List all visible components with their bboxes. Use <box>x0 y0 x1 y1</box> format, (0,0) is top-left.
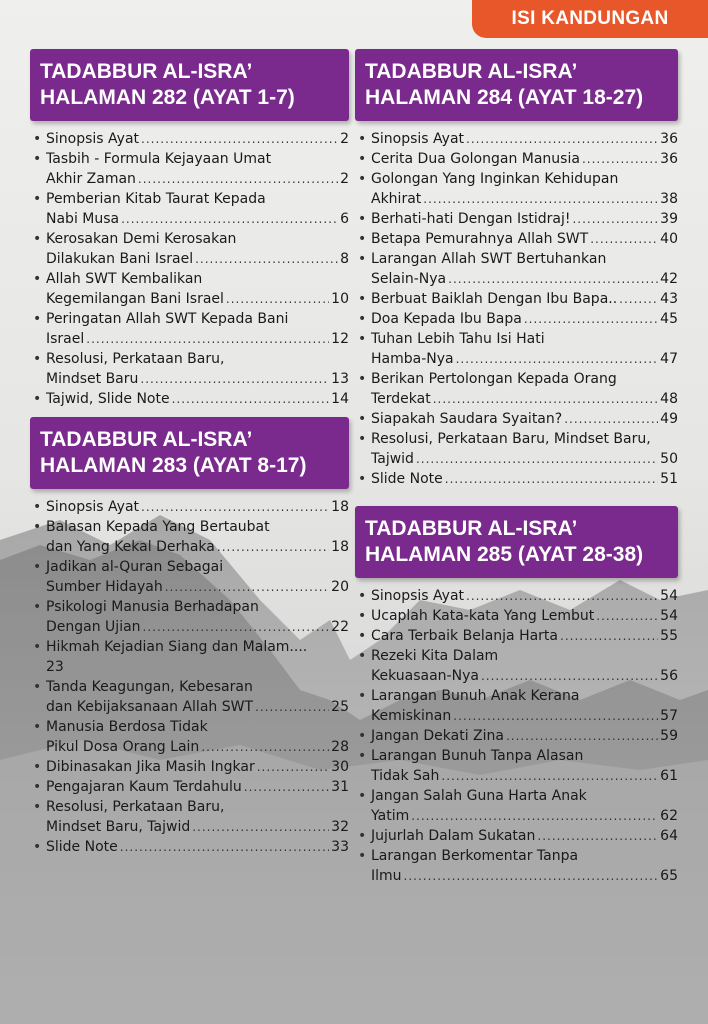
toc-entry <box>30 129 349 149</box>
dot-leader <box>226 289 329 309</box>
dot-leader <box>141 129 338 149</box>
toc-entry-line <box>371 149 678 169</box>
dot-leader <box>120 837 329 857</box>
toc-entry-title: Mindset Baru, Tajwid <box>46 819 191 835</box>
toc-entry <box>355 606 678 626</box>
toc-entry <box>355 826 678 846</box>
toc-entry-line <box>46 169 349 189</box>
toc-entry-line <box>46 757 349 777</box>
toc-entry-title: • Sinopsis Ayat <box>371 131 465 147</box>
dot-leader <box>537 826 658 846</box>
toc-entry-title: dan Yang Kekal Derhaka <box>46 539 215 555</box>
dot-leader <box>466 586 658 606</box>
toc-section-283 <box>30 417 349 857</box>
toc-entry-line <box>371 409 678 429</box>
toc-entry <box>355 429 678 469</box>
toc-page-number: 50 <box>660 451 678 467</box>
toc-entry-title: • Balasan Kepada Yang Bertaubat <box>46 519 270 535</box>
toc-page-number: 59 <box>660 728 678 744</box>
toc-entry-title: Dilakukan Bani Israel <box>46 251 194 267</box>
toc-entry-title: • Jadikan al-Quran Sebagai <box>46 559 224 575</box>
dot-leader <box>172 389 330 409</box>
toc-entry-line <box>46 369 349 389</box>
toc-entry <box>30 677 349 717</box>
toc-entry-line <box>371 826 678 846</box>
toc-entry-title: • Larangan Allah SWT Bertuhankan <box>371 251 607 267</box>
toc-entry <box>355 409 678 429</box>
toc-page-number: 51 <box>660 471 678 487</box>
toc-page-number: 18 <box>331 539 349 555</box>
toc-entry-title: • Doa Kepada Ibu Bapa <box>371 311 522 327</box>
toc-entry-title: Terdekat <box>371 391 431 407</box>
toc-entry-title: Hamba-Nya <box>371 351 454 367</box>
toc-entry <box>30 309 349 349</box>
toc-entry-line <box>46 817 349 837</box>
toc-entry-title: • Larangan Bunuh Tanpa Alasan <box>371 748 584 764</box>
toc-entry-title: • Resolusi, Perkataan Baru, <box>46 799 225 815</box>
toc-entry-title: • Sinopsis Ayat <box>46 131 140 147</box>
banner-title: TADABBUR AL-ISRA’ <box>40 428 253 451</box>
dot-leader <box>466 129 658 149</box>
toc-entry-title: Dengan Ujian <box>46 619 141 635</box>
toc-entry-line <box>371 229 678 249</box>
toc-entry-title: • Tuhan Lebih Tahu Isi Hati <box>371 331 545 347</box>
toc-entry <box>355 686 678 726</box>
toc-entry-line <box>46 129 349 149</box>
toc-page-number: 38 <box>660 191 678 207</box>
toc-entry <box>30 229 349 269</box>
toc-section-282 <box>30 49 349 409</box>
toc-entry-title: • Berikan Pertolongan Kepada Orang <box>371 371 617 387</box>
toc-entry <box>355 746 678 786</box>
toc-entry-line <box>46 249 349 269</box>
section-tab-label: ISI KANDUNGAN <box>511 8 669 29</box>
toc-entry-title: Tajwid <box>371 451 414 467</box>
toc-entry-title: Selain-Nya <box>371 271 447 287</box>
toc-page-number: 30 <box>331 759 349 775</box>
banner-title: TADABBUR AL-ISRA’ <box>365 60 578 83</box>
toc-entry-title: • Jujurlah Dalam Sukatan <box>371 828 536 844</box>
toc-page-number: 13 <box>331 371 349 387</box>
toc-entry-line <box>371 806 678 826</box>
toc-entry-title: Akhir Zaman <box>46 171 136 187</box>
toc-page-number: 22 <box>331 619 349 635</box>
dot-leader <box>582 149 658 169</box>
toc-entry-title: • Larangan Bunuh Anak Kerana <box>371 688 580 704</box>
toc-entry-title: • Slide Note <box>46 839 118 855</box>
toc-entry <box>355 329 678 369</box>
toc-page-number: 48 <box>660 391 678 407</box>
toc-entry-title: 23 <box>46 659 64 675</box>
toc-entry-title: • Siapakah Saudara Syaitan? <box>371 411 563 427</box>
toc-entry <box>30 497 349 517</box>
toc-page-number: 2 <box>340 171 349 187</box>
dot-leader <box>165 577 329 597</box>
toc-list <box>30 129 349 409</box>
toc-entry-title: • Jangan Salah Guna Harta Anak <box>371 788 587 804</box>
dot-leader <box>201 737 329 757</box>
toc-page-number: 45 <box>660 311 678 327</box>
toc-entry-title: Israel <box>46 331 85 347</box>
toc-entry <box>30 517 349 557</box>
toc-entry-title: dan Kebijaksanaan Allah SWT <box>46 699 254 715</box>
section-banner <box>30 49 349 121</box>
dot-leader <box>423 189 658 209</box>
section-banner <box>355 506 678 578</box>
toc-page-number: 56 <box>660 668 678 684</box>
toc-entry-line <box>46 497 349 517</box>
toc-entry-line <box>371 586 678 606</box>
toc-entry-line <box>371 449 678 469</box>
toc-entry <box>30 149 349 189</box>
toc-entry-line <box>371 389 678 409</box>
toc-page-number: 49 <box>660 411 678 427</box>
toc-entry-line <box>46 209 349 229</box>
toc-entry-title: • Slide Note <box>371 471 443 487</box>
toc-page-number: 42 <box>660 271 678 287</box>
toc-entry-title: Tidak Sah <box>371 768 440 784</box>
toc-page-number: 40 <box>660 231 678 247</box>
toc-entry-line <box>371 766 678 786</box>
dot-leader <box>244 777 329 797</box>
toc-entry-title: Kemiskinan <box>371 708 452 724</box>
toc-entry <box>355 289 678 309</box>
toc-page-number: 6 <box>340 211 349 227</box>
dot-leader <box>619 289 658 309</box>
dot-leader <box>138 169 338 189</box>
toc-entry-title: • Tasbih - Formula Kejayaan Umat <box>46 151 272 167</box>
toc-page-number: 31 <box>331 779 349 795</box>
toc-entry <box>355 646 678 686</box>
toc-entry-title: • Golongan Yang Inginkan Kehidupan <box>371 171 619 187</box>
toc-entry-line <box>46 577 349 597</box>
toc-entry <box>355 169 678 209</box>
toc-entry <box>355 626 678 646</box>
toc-page-number: 54 <box>660 608 678 624</box>
toc-entry-title: • Allah SWT Kembalikan <box>46 271 203 287</box>
toc-entry-title: • Cara Terbaik Belanja Harta <box>371 628 559 644</box>
toc-page-number: 14 <box>331 391 349 407</box>
toc-entry-title: • Psikologi Manusia Berhadapan <box>46 599 259 615</box>
toc-entry-line <box>46 837 349 857</box>
dot-leader <box>596 606 658 626</box>
dot-leader <box>192 817 329 837</box>
dot-leader <box>257 757 329 777</box>
section-banner <box>355 49 678 121</box>
toc-page-number: 61 <box>660 768 678 784</box>
toc-entry-line <box>371 289 678 309</box>
toc-page-number: 36 <box>660 151 678 167</box>
toc-entry <box>355 786 678 826</box>
toc-entry-title: Sumber Hidayah <box>46 579 163 595</box>
toc-entry-line <box>46 737 349 757</box>
toc-entry-line <box>371 309 678 329</box>
dot-leader <box>448 269 658 289</box>
dot-leader <box>217 537 329 557</box>
banner-subtitle: HALAMAN 285 (AYAT 28-38) <box>365 543 644 566</box>
toc-page-number: 18 <box>331 499 349 515</box>
toc-entry-title: • Betapa Pemurahnya Allah SWT <box>371 231 589 247</box>
toc-entry <box>355 726 678 746</box>
dot-leader <box>560 626 658 646</box>
toc-section-285 <box>355 506 678 886</box>
toc-entry-line <box>371 706 678 726</box>
toc-entry <box>30 757 349 777</box>
dot-leader <box>456 349 659 369</box>
toc-entry-line <box>371 866 678 886</box>
toc-entry <box>30 777 349 797</box>
toc-entry <box>30 597 349 637</box>
toc-entry-title: Kegemilangan Bani Israel <box>46 291 224 307</box>
toc-entry <box>355 846 678 886</box>
toc-entry <box>355 249 678 289</box>
banner-subtitle: HALAMAN 284 (AYAT 18-27) <box>365 86 644 109</box>
toc-entry-title: • Berbuat Baiklah Dengan Ibu Bapa.. <box>371 291 618 307</box>
banner-title: TADABBUR AL-ISRA’ <box>40 60 253 83</box>
toc-page-number: 20 <box>331 579 349 595</box>
toc-entry-title: • Hikmah Kejadian Siang dan Malam.... <box>46 639 308 655</box>
dot-leader <box>86 329 329 349</box>
toc-page-number: 55 <box>660 628 678 644</box>
toc-entry-line <box>46 289 349 309</box>
toc-page-number: 47 <box>660 351 678 367</box>
toc-entry <box>355 469 678 489</box>
toc-entry <box>30 389 349 409</box>
dot-leader <box>441 766 658 786</box>
toc-page-number: 12 <box>331 331 349 347</box>
dot-leader <box>433 389 658 409</box>
toc-entry-line <box>371 209 678 229</box>
toc-page-number: 25 <box>331 699 349 715</box>
toc-entry <box>30 637 349 677</box>
toc-entry-line <box>371 469 678 489</box>
toc-list <box>355 129 678 489</box>
toc-entry-title: • Pemberian Kitab Taurat Kepada <box>46 191 266 207</box>
toc-page-number: 39 <box>660 211 678 227</box>
toc-entry-line <box>371 189 678 209</box>
toc-page-number: 2 <box>340 131 349 147</box>
dot-leader <box>572 209 658 229</box>
toc-entry <box>30 837 349 857</box>
dot-leader <box>404 866 659 886</box>
toc-page-number: 8 <box>340 251 349 267</box>
toc-entry-line <box>371 349 678 369</box>
dot-leader <box>506 726 658 746</box>
toc-entry-line <box>46 697 349 717</box>
toc-entry <box>30 189 349 229</box>
toc-entry-title: Kekuasaan-Nya <box>371 668 479 684</box>
dot-leader <box>255 697 329 717</box>
toc-page-number: 10 <box>331 291 349 307</box>
toc-entry-line <box>46 389 349 409</box>
toc-entry <box>355 586 678 606</box>
toc-entry-line <box>46 329 349 349</box>
toc-entry-title: • Cerita Dua Golongan Manusia <box>371 151 580 167</box>
toc-entry <box>30 269 349 309</box>
toc-entry-title: • Rezeki Kita Dalam <box>371 648 499 664</box>
dot-leader <box>121 209 338 229</box>
toc-entry-title: • Pengajaran Kaum Terdahulu <box>46 779 242 795</box>
toc-entry <box>355 229 678 249</box>
toc-entry-title: Yatim <box>371 808 410 824</box>
toc-list <box>355 586 678 886</box>
dot-leader <box>143 617 330 637</box>
toc-entry-title: • Dibinasakan Jika Masih Ingkar <box>46 759 255 775</box>
toc-entry-title: Ilmu <box>371 868 402 884</box>
toc-page-number: 36 <box>660 131 678 147</box>
toc-entry-title: Akhirat <box>371 191 422 207</box>
dot-leader <box>564 409 658 429</box>
section-tab <box>472 0 708 38</box>
toc-entry-title: Mindset Baru <box>46 371 139 387</box>
toc-entry <box>355 149 678 169</box>
banner-subtitle: HALAMAN 283 (AYAT 8-17) <box>40 454 307 477</box>
toc-entry-title: • Resolusi, Perkataan Baru, Mindset Baru, <box>371 431 651 447</box>
dot-leader <box>445 469 658 489</box>
toc-entry <box>355 309 678 329</box>
toc-page-number: 64 <box>660 828 678 844</box>
toc-entry-line <box>46 537 349 557</box>
dot-leader <box>195 249 338 269</box>
toc-entry-title: • Larangan Berkomentar Tanpa <box>371 848 579 864</box>
toc-entry-title: Pikul Dosa Orang Lain <box>46 739 200 755</box>
toc-entry-title: • Sinopsis Ayat <box>46 499 140 515</box>
toc-list <box>30 497 349 857</box>
toc-entry <box>30 557 349 597</box>
dot-leader <box>141 497 329 517</box>
toc-entry <box>355 369 678 409</box>
toc-entry-title: • Resolusi, Perkataan Baru, <box>46 351 225 367</box>
toc-page-number: 43 <box>660 291 678 307</box>
toc-entry <box>30 717 349 757</box>
toc-entry-title: • Ucaplah Kata-kata Yang Lembut <box>371 608 595 624</box>
toc-entry-title: • Berhati-hati Dengan Istidraj! <box>371 211 571 227</box>
toc-entry-line <box>371 626 678 646</box>
dot-leader <box>590 229 658 249</box>
toc-entry <box>355 209 678 229</box>
toc-entry-title: • Peringatan Allah SWT Kepada Bani <box>46 311 289 327</box>
toc-entry-title: Nabi Musa <box>46 211 120 227</box>
toc-page-number: 65 <box>660 868 678 884</box>
toc-page-number: 28 <box>331 739 349 755</box>
dot-leader <box>481 666 658 686</box>
dot-leader <box>453 706 658 726</box>
toc-entry-title: • Tajwid, Slide Note <box>46 391 170 407</box>
toc-entry-line <box>371 129 678 149</box>
banner-subtitle: HALAMAN 282 (AYAT 1-7) <box>40 86 295 109</box>
banner-title: TADABBUR AL-ISRA’ <box>365 517 578 540</box>
toc-entry <box>355 129 678 149</box>
section-banner <box>30 417 349 489</box>
toc-entry-title: • Kerosakan Demi Kerosakan <box>46 231 237 247</box>
dot-leader <box>416 449 658 469</box>
toc-page-number: 62 <box>660 808 678 824</box>
toc-page-number: 32 <box>331 819 349 835</box>
toc-entry-title: • Tanda Keagungan, Kebesaran <box>46 679 253 695</box>
toc-entry-line <box>46 777 349 797</box>
toc-entry <box>30 349 349 389</box>
toc-page-number: 33 <box>331 839 349 855</box>
toc-entry-title: • Manusia Berdosa Tidak <box>46 719 208 735</box>
toc-entry-line <box>371 606 678 626</box>
toc-entry-title: • Jangan Dekati Zina <box>371 728 504 744</box>
dot-leader <box>524 309 658 329</box>
toc-entry-title: • Sinopsis Ayat <box>371 588 465 604</box>
toc-entry-line <box>46 617 349 637</box>
toc-entry <box>30 797 349 837</box>
toc-entry-line <box>371 269 678 289</box>
toc-section-284 <box>355 49 678 489</box>
toc-page-number: 57 <box>660 708 678 724</box>
dot-leader <box>140 369 329 389</box>
dot-leader <box>411 806 658 826</box>
toc-page-number: 54 <box>660 588 678 604</box>
toc-entry-line <box>371 666 678 686</box>
toc-entry-line <box>371 726 678 746</box>
